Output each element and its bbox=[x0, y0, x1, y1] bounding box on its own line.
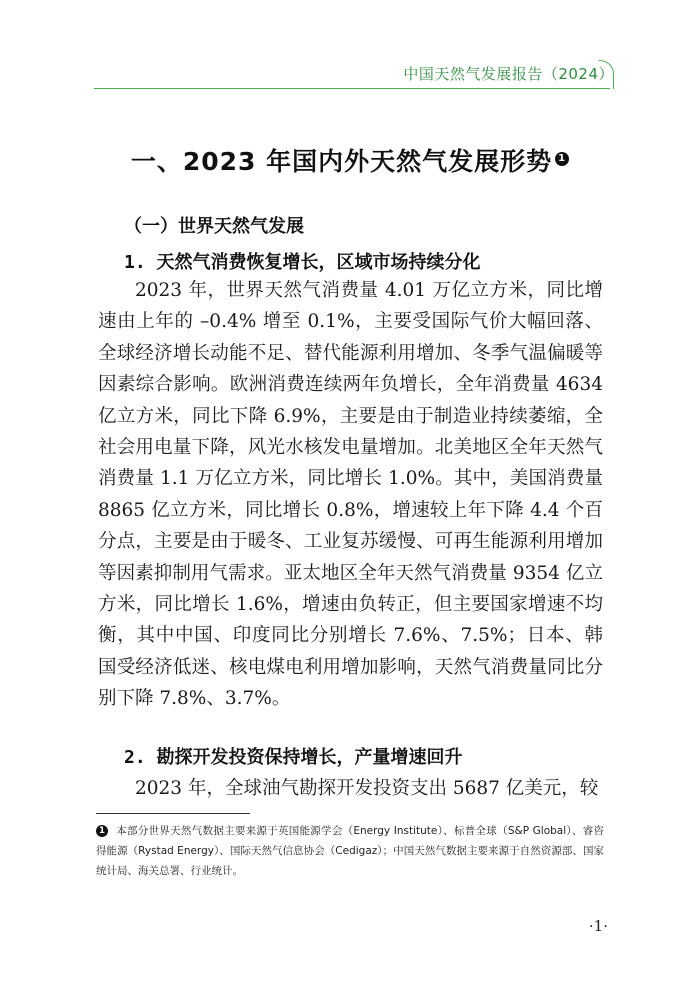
page-number: ·1· bbox=[588, 917, 608, 935]
running-header bbox=[403, 58, 614, 88]
footnote bbox=[96, 821, 604, 881]
chapter-title bbox=[0, 142, 700, 178]
body-paragraph-2: 2023 年，全球油气勘探开发投资支出 5687 亿美元，较 bbox=[135, 778, 599, 799]
chapter-title-text: 一、2023 年国内外天然气发展形势 bbox=[130, 147, 553, 176]
footnote-rule bbox=[96, 813, 250, 814]
subsection-heading-2: 2. 勘探开发投资保持增长，产量增速回升 bbox=[124, 747, 463, 768]
footnote-text: 本部分世界天然气数据主要来源于英国能源学会（Energy Institute）、标普全球（S&P Global）、睿咨得能源（Rystad Energy）、国际天然气信息协会（Cedigaz）；中国天然气数据主要来源于自然资源部、国家统计局、海关总署、行业统计。 bbox=[96, 825, 604, 877]
header-rule bbox=[94, 88, 610, 89]
body-paragraph-1: 2023 年，世界天然气消费量 4.01 万亿立方米，同比增速由上年的 –0.4% 增至 0.1%，主要受国际气价大幅回落、全球经济增长动能不足、替代能源利用增加、冬季气温偏暖等因素综合影响。欧洲消费连续两年负增长，全年消费量 4634 亿立方米，同比下降 6.9%，主要是由于制造业持续萎缩，全社会用电量下降，风光水核发电量增加。北美地区全年天然气消费量 1.1 万亿立方米，同比增长 1.0%。其中，美国消费量 8865 亿立方米，同比增长 0.8%，增速较上年下降 4.4 个百分点，主要是由于暖冬、工业复苏缓慢、可再生能源利用增加等因素抑制用气需求。亚太地区全年天然气消费量 9354 亿立方米，同比增长 1.6%，增速由负转正，但主要国家增速不均衡，其中中国、印度同比分别增长 7.6%、7.5%；日本、韩国受经济低迷、核电煤电利用增加影响，天然气消费量同比分别下降 7.8%、3.7%。 bbox=[98, 280, 603, 710]
section-heading: （一）世界天然气发展 bbox=[124, 216, 304, 237]
footnote-reference[interactable]: 1 bbox=[555, 152, 569, 166]
footnote-number: 1 bbox=[96, 825, 108, 837]
subsection-heading-1: 1. 天然气消费恢复增长，区域市场持续分化 bbox=[124, 252, 481, 273]
report-title: 中国天然气发展报告（2024） bbox=[403, 64, 614, 83]
